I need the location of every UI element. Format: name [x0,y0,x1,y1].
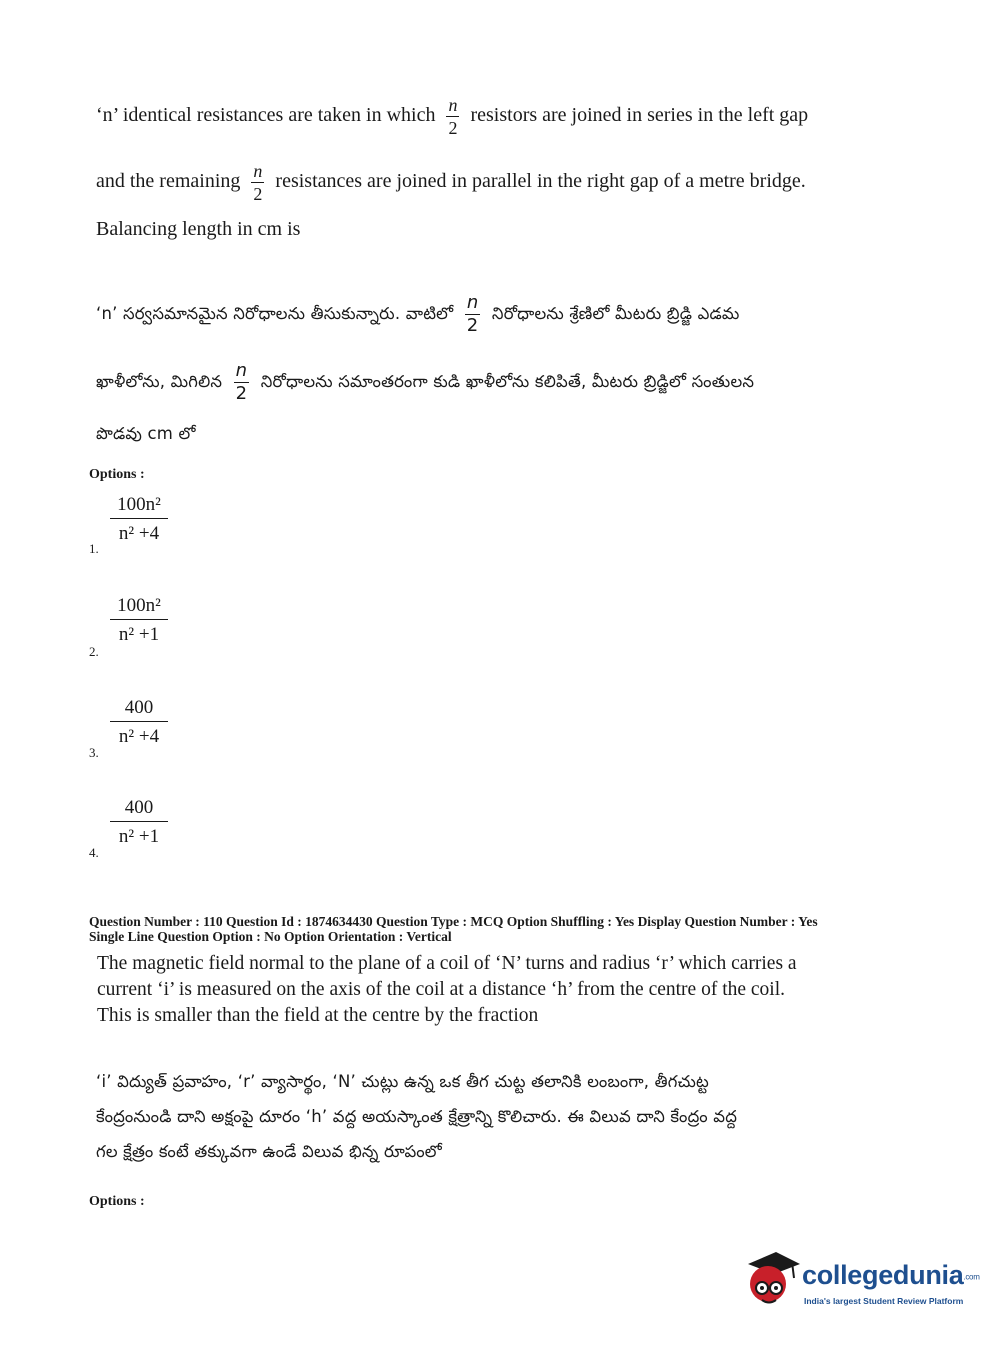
q109-te-line1: ‘n’ సర్వసమానమైన నిరోధాలను తీసుకున్నారు. వాటిలో $\frac{n}{2}$ నిరోధాలను శ్రేణిలో మీటరు బ్రిడ్జి ఎడమ [96,292,740,336]
collegedunia-logo [742,1248,980,1318]
options-heading: Options : [89,1194,145,1209]
option-3-number: 3. [89,745,99,760]
fraction-n-over-2: $\frac{n}{2}$ [448,95,458,138]
q109-en-line3: Balancing length in cm is [96,218,301,240]
option-2-formula[interactable]: 100n² n² +1 [110,596,168,644]
question-meta-line1: Question Number : 110 Question Id : 1874634430 Question Type : MCQ Option Shuffling : Yes Display Question Number : Yes [89,914,818,929]
q110-en-line3: This is smaller than the field at the centre by the fraction [97,1005,539,1026]
option-2-number: 2. [89,644,99,659]
q110-te-line1: ‘i’ విద్యుత్ ప్రవాహం, ‘r’ వ్యాసార్థం, ‘N’ చుట్లు ఉన్న ఒక తీగ చుట్ట తలానికి లంబంగా, తీగచుట్ట [96,1072,709,1091]
logo-wordmark: collegedunia.com [802,1260,980,1290]
q110-te-line2: కేంద్రంనుండి దాని అక్షంపై దూరం ‘h’ వద్ద అయస్కాంత క్షేత్రాన్ని కొలిచారు. ఈ విలువ దాని కేంద్రం వద్ద [96,1107,738,1126]
option-3-formula[interactable]: 400 n² +4 [110,698,168,746]
fraction-n-over-2: $\frac{n}{2}$ [235,360,248,404]
option-4-number: 4. [89,845,99,860]
q110-en-line2: current ‘i’ is measured on the axis of the coil at a distance ‘h’ from the centre of the coil. [97,979,786,1000]
option-4-formula[interactable]: 400 n² +1 [110,798,168,846]
student-mascot-icon [742,1248,802,1310]
q110-en-line1: The magnetic field normal to the plane of a coil of ‘N’ turns and radius ‘r’ which carries a [97,953,797,974]
fraction-n-over-2: $\frac{n}{2}$ [253,161,263,204]
option-1-number: 1. [89,541,99,556]
q109-te-line2: ఖాళీలోను, మిగిలిన $\frac{n}{2}$ నిరోధాలను సమాంతరంగా కుడి ఖాళీలోను కలిపితే, మీటరు బ్రిడ్జిలో సంతులన [96,360,755,404]
logo-tagline: India's largest Student Review Platform [804,1296,964,1306]
q109-en-line2: and the remaining $\frac{n}{2}$ resistances are joined in parallel in the right gap of a metre bridge. [96,161,806,204]
q109-en-line1: ‘n’ identical resistances are taken in which $\frac{n}{2}$ resistors are joined in series in the left gap [96,95,809,138]
fraction-n-over-2: $\frac{n}{2}$ [466,292,479,336]
q109-te-line3: పొడవు cm లో [96,424,196,443]
options-heading: Options : [89,467,145,482]
option-1-formula[interactable]: 100n² n² +4 [110,495,168,543]
q110-te-line3: గల క్షేత్రం కంటే తక్కువగా ఉండే విలువ భిన్న రూపంలో [96,1142,442,1161]
question-meta-line2: Single Line Question Option : No Option Orientation : Vertical [89,929,452,944]
